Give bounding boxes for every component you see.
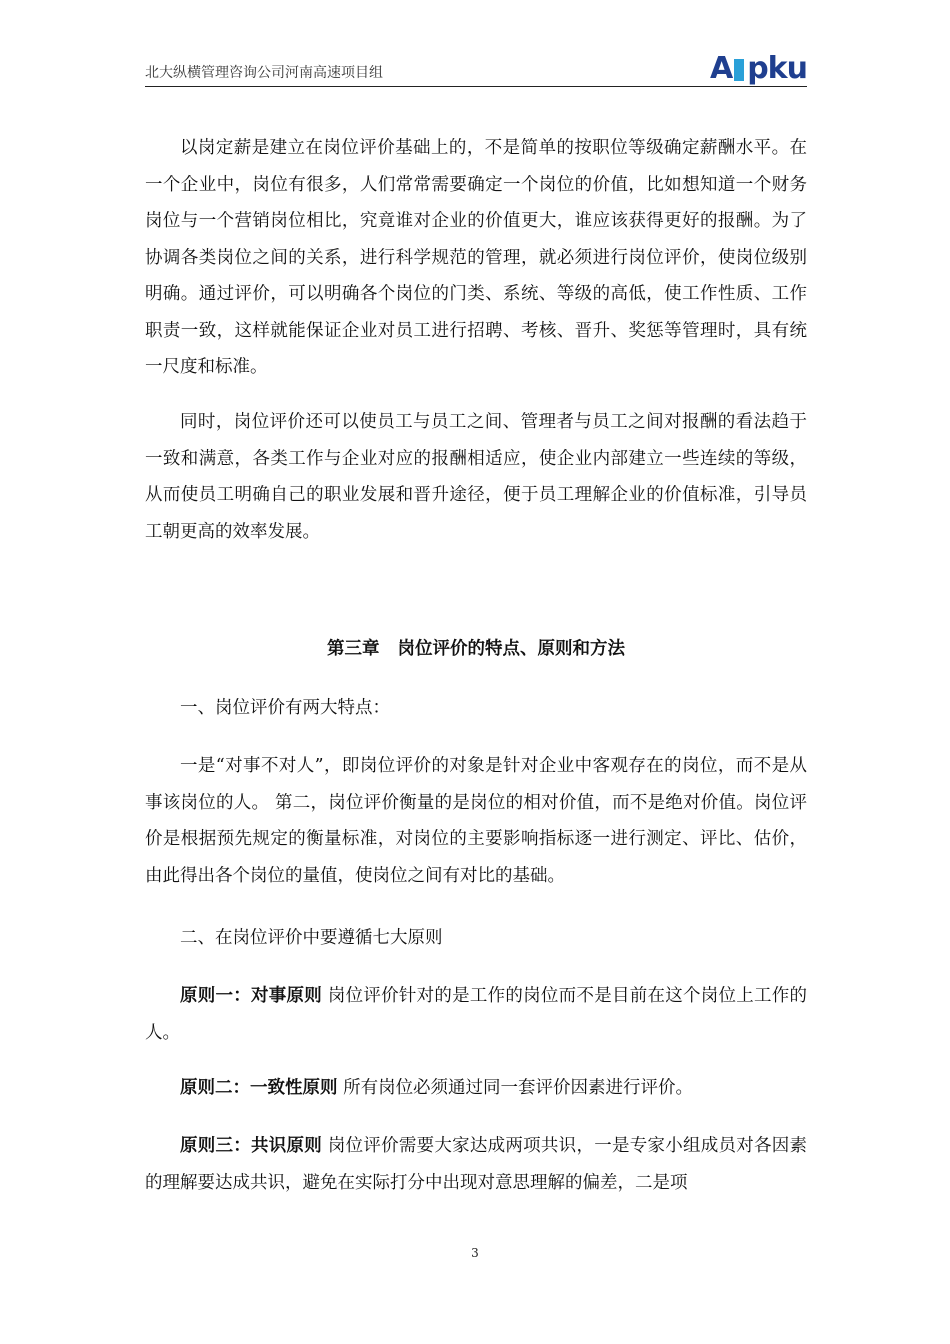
principle-1-block xyxy=(145,978,807,1051)
logo-bar-icon xyxy=(734,59,744,81)
principle-3 xyxy=(145,1128,807,1201)
principle-2-text: 所有岗位必须通过同一套评价因素进行评价。 xyxy=(337,1078,694,1098)
chapter-number: 第三章 xyxy=(327,639,380,659)
section-1-body: 一是“对事不对人”，即岗位评价的对象是针对企业中客观存在的岗位，而不是从事该岗位的人。 第二，岗位评价衡量的是岗位的相对价值，而不是绝对价值。岗位评价是根据预先规定的衡量标准，对岗位的主要影响指标逐一进行测定、评比、估价，由此得出各个岗位的量值，使岗位之间有对比的基础。 xyxy=(145,756,807,886)
page-header xyxy=(145,52,807,87)
principle-3-block xyxy=(145,1128,807,1201)
principle-1 xyxy=(145,978,807,1051)
chapter-title: 岗位评价的特点、原则和方法 xyxy=(397,639,625,659)
section-1-heading-block xyxy=(145,690,807,727)
principle-1-label: 原则一：对事原则 xyxy=(180,986,323,1006)
paragraph-1: 以岗定薪是建立在岗位评价基础上的，不是简单的按职位等级确定薪酬水平。在一个企业中，岗位有很多，人们常常需要确定一个岗位的价值，比如想知道一个财务岗位与一个营销岗位相比，究竟谁对企业的价值更大，谁应该获得更好的报酬。为了协调各类岗位之间的关系，进行科学规范的管理，就必须进行岗位评价，使岗位级别明确。通过评价，可以明确各个岗位的门类、系统、等级的高低，使工作性质、工作职责一致，这样就能保证企业对员工进行招聘、考核、晋升、奖惩等管理时，具有统一尺度和标准。 xyxy=(145,138,807,377)
logo-text-left: A xyxy=(709,51,733,86)
section-1-body-block xyxy=(145,748,807,894)
principle-1-text: 岗位评价针对的是工作的岗位而不是目前在这个岗位上工作的人。 xyxy=(145,986,808,1043)
principle-3-text: 岗位评价需要大家达成两项共识，一是专家小组成员对各因素的理解要达成共识，避免在实际打分中出现对意思理解的偏差，二是项 xyxy=(145,1136,808,1193)
principle-3-label: 原则三：共识原则 xyxy=(180,1136,323,1156)
principle-2-block xyxy=(145,1070,807,1107)
paragraph-1-block xyxy=(145,130,807,386)
section-1-heading: 一、岗位评价有两大特点： xyxy=(180,698,390,718)
alpku-logo xyxy=(709,51,807,86)
principle-2 xyxy=(145,1070,807,1107)
section-2-heading: 二、在岗位评价中要遵循七大原则 xyxy=(180,928,443,948)
paragraph-2: 同时，岗位评价还可以使员工与员工之间、管理者与员工之间对报酬的看法趋于一致和满意，各类工作与企业对应的报酬相适应，使企业内部建立一些连续的等级，从而使员工明确自己的职业发展和晋升途径，便于员工理解企业的价值标准，引导员工朝更高的效率发展。 xyxy=(145,412,807,542)
paragraph-2-block xyxy=(145,404,807,550)
chapter-heading xyxy=(145,634,807,664)
page-number: 3 xyxy=(471,1246,479,1260)
principle-2-label: 原则二：一致性原则 xyxy=(180,1078,338,1098)
logo-text-right: pku xyxy=(747,51,807,86)
header-company-text: 北大纵横管理咨询公司河南高速项目组 xyxy=(145,65,383,81)
section-2-heading-block xyxy=(145,920,807,957)
